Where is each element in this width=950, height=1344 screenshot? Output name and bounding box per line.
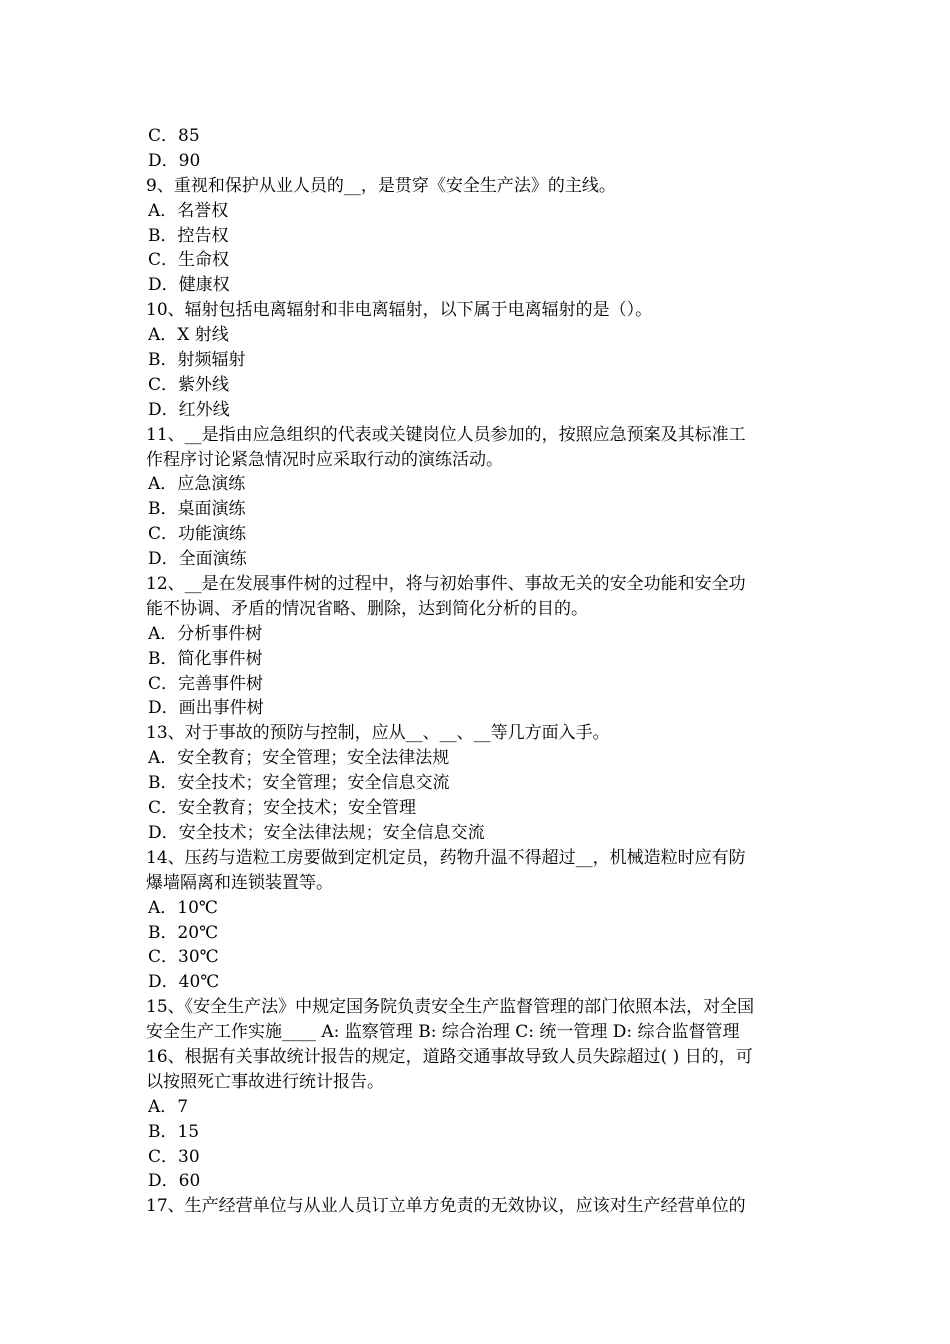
answer-option: D．40℃ [148, 972, 220, 993]
question-text-line: 16、根据有关事故统计报告的规定，道路交通事故导致人员失踪超过( ) 日的，可 [146, 1046, 753, 1067]
answer-option: B．桌面演练 [148, 499, 246, 520]
question-text-line: 11、__是指由应急组织的代表或关键岗位人员参加的，按照应急预案及其标准工 [146, 424, 746, 445]
answer-option: C．功能演练 [148, 524, 247, 545]
answer-option: D．60 [148, 1171, 201, 1192]
answer-option: C．30 [148, 1146, 200, 1167]
question-text-line: 14、压药与造粒工房要做到定机定员，药物升温不得超过__，机械造粒时应有防 [146, 847, 746, 868]
question-text-line: 9、重视和保护从业人员的__，是贯穿《安全生产法》的主线。 [146, 175, 616, 196]
answer-option: B．20℃ [148, 922, 219, 943]
question-text-line: 17、生产经营单位与从业人员订立单方免责的无效协议，应该对生产经营单位的 [146, 1196, 746, 1217]
answer-option: A．分析事件树 [148, 623, 263, 644]
answer-option: C．30℃ [148, 947, 219, 968]
answer-option: A．7 [148, 1096, 189, 1117]
answer-option: B．安全技术；安全管理；安全信息交流 [148, 773, 450, 794]
answer-option: C．85 [148, 126, 200, 146]
answer-option: A．应急演练 [148, 474, 246, 495]
answer-option: B．控告权 [148, 225, 229, 246]
answer-option: C．安全教育；安全技术；安全管理 [148, 798, 417, 819]
answer-option: D．安全技术；安全法律法规；安全信息交流 [148, 822, 485, 843]
answer-option: A．10℃ [148, 897, 218, 918]
answer-option: D．全面演练 [148, 549, 247, 570]
question-text-line: 能不协调、矛盾的情况省略、删除，达到简化分析的目的。 [146, 598, 588, 619]
answer-option: B．射频辐射 [148, 350, 246, 371]
answer-option: D．画出事件树 [148, 698, 264, 719]
document-page [146, 124, 810, 1219]
answer-option: D．红外线 [148, 399, 230, 420]
question-text-line: 15、《安全生产法》中规定国务院负责安全生产监督管理的部门依照本法，对全国 [146, 997, 755, 1018]
answer-option: C．紫外线 [148, 374, 230, 395]
answer-option: A．名誉权 [148, 200, 229, 221]
answer-option: A．安全教育；安全管理；安全法律法规 [148, 748, 450, 769]
question-list [146, 124, 810, 1219]
answer-option: A．X 射线 [148, 325, 229, 346]
question-text-line: 以按照死亡事故进行统计报告。 [146, 1071, 384, 1092]
question-text-line: 13、对于事故的预防与控制，应从__、__、__等几方面入手。 [146, 723, 610, 744]
question-text-line: 12、__是在发展事件树的过程中，将与初始事件、事故无关的安全功能和安全功 [146, 574, 746, 595]
answer-option: C．生命权 [148, 250, 230, 271]
answer-option: B．简化事件树 [148, 648, 263, 669]
question-text-line: 安全生产工作实施____ A: 监察管理 B: 综合治理 C: 统一管理 D: 综合监督管理 [146, 1022, 740, 1043]
question-text-line: 10、辐射包括电离辐射和非电离辐射，以下属于电离辐射的是（）。 [146, 300, 653, 321]
question-text-line: 作程序讨论紧急情况时应采取行动的演练活动。 [146, 449, 503, 470]
question-text-line: 爆墙隔离和连锁装置等。 [146, 872, 333, 893]
answer-option: D．健康权 [148, 275, 230, 296]
answer-option: D．90 [148, 150, 201, 171]
answer-option: C．完善事件树 [148, 673, 264, 694]
answer-option: B．15 [148, 1121, 200, 1142]
